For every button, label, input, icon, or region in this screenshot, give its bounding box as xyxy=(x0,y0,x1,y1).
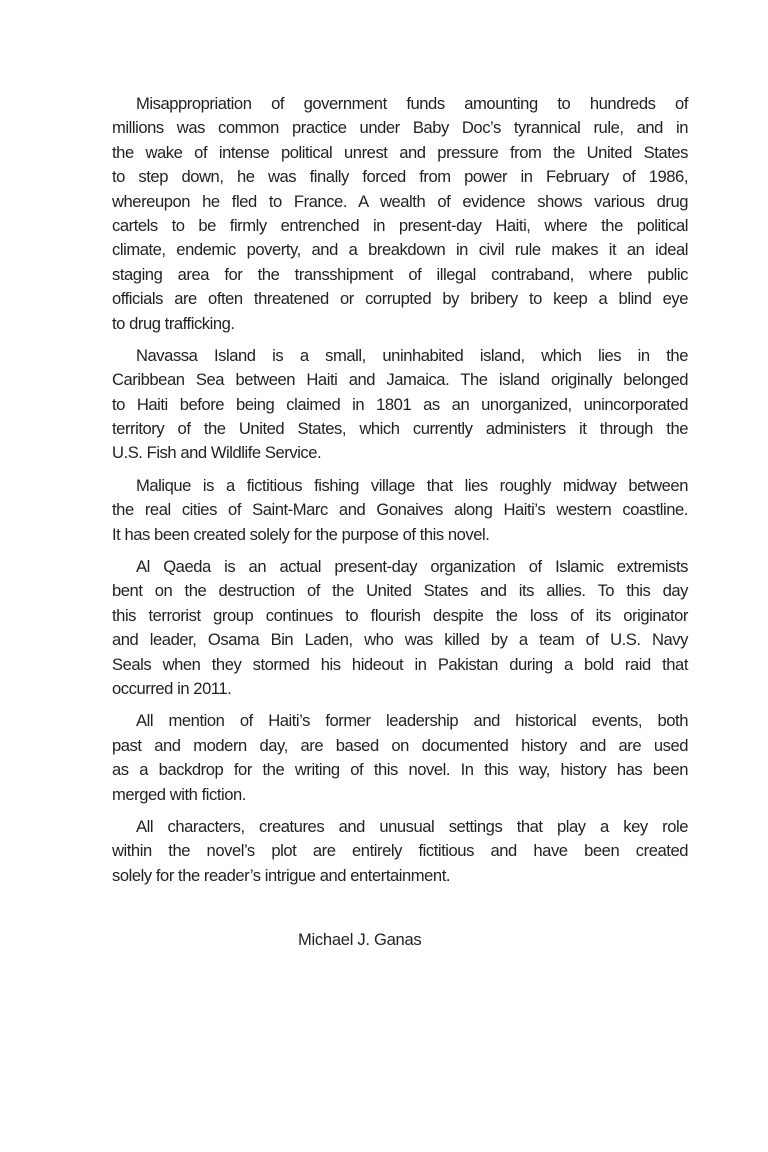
text-line: the real cities of Saint-Marc and Gonaives along Haiti’s western coastline. xyxy=(112,500,688,520)
text-line: solely for the reader’s intrigue and entertainment. xyxy=(112,865,451,885)
text-line: as a backdrop for the writing of this novel. In this way, history has been xyxy=(112,760,688,780)
author-signature: Michael J. Ganas xyxy=(298,930,422,949)
text-line: U.S. Fish and Wildlife Service. xyxy=(112,443,322,463)
text-line: climate, endemic poverty, and a breakdown in civil rule makes it an ideal xyxy=(112,240,688,260)
text-line: and leader, Osama Bin Laden, who was killed by a team of U.S. Navy xyxy=(112,630,688,650)
text-line: to Haiti before being claimed in 1801 as an unorganized, unincorporated xyxy=(112,394,688,414)
text-line: occurred in 2011. xyxy=(112,678,232,698)
text-line: whereupon he fled to France. A wealth of evidence shows various drug xyxy=(112,191,688,211)
text-line: bent on the destruction of the United States and its allies. To this day xyxy=(112,581,688,601)
text-line: cartels to be firmly entrenched in present-day Haiti, where the political xyxy=(112,215,688,235)
text-line: merged with fiction. xyxy=(112,784,246,804)
text-line: officials are often threatened or corrupted by bribery to keep a blind eye xyxy=(112,289,688,309)
text-line: Misappropriation of government funds amounting to hundreds of xyxy=(136,94,688,113)
paragraph-history xyxy=(112,709,688,807)
text-line: within the novel’s plot are entirely fictitious and have been created xyxy=(112,841,688,861)
text-line: All characters, creatures and unusual settings that play a key role xyxy=(136,816,688,836)
text-line: All mention of Haiti’s former leadership and historical events, both xyxy=(136,711,688,731)
text-line: this terrorist group continues to flourish despite the loss of its originator xyxy=(112,605,688,625)
text-line: Malique is a fictitious fishing village that lies roughly midway between xyxy=(136,475,688,495)
text-line: to step down, he was finally forced from power in February of 1986, xyxy=(112,167,688,187)
text-line: Caribbean Sea between Haiti and Jamaica. The island originally belonged xyxy=(112,370,688,390)
text-line: Seals when they stormed his hideout in Pakistan during a bold raid that xyxy=(112,654,688,674)
document-body xyxy=(112,92,688,896)
text-line: It has been created solely for the purpose of this novel. xyxy=(112,524,490,544)
text-line: to drug trafficking. xyxy=(112,313,235,333)
text-line: Al Qaeda is an actual present-day organization of Islamic extremists xyxy=(136,557,688,577)
text-line: staging area for the transshipment of illegal contraband, where public xyxy=(112,264,688,284)
paragraph-characters xyxy=(112,815,688,888)
text-line: Navassa Island is a small, uninhabited island, which lies in the xyxy=(136,345,688,365)
text-line: millions was common practice under Baby Doc’s tyrannical rule, and in xyxy=(112,118,688,138)
text-line: territory of the United States, which currently administers it through the xyxy=(112,419,688,439)
text-line: past and modern day, are based on documented history and are used xyxy=(112,735,688,755)
paragraph-navassa-island xyxy=(112,344,688,466)
paragraph-baby-doc xyxy=(112,92,688,336)
text-line: the wake of intense political unrest and pressure from the United States xyxy=(112,142,688,162)
paragraph-malique xyxy=(112,474,688,547)
paragraph-al-qaeda xyxy=(112,555,688,701)
